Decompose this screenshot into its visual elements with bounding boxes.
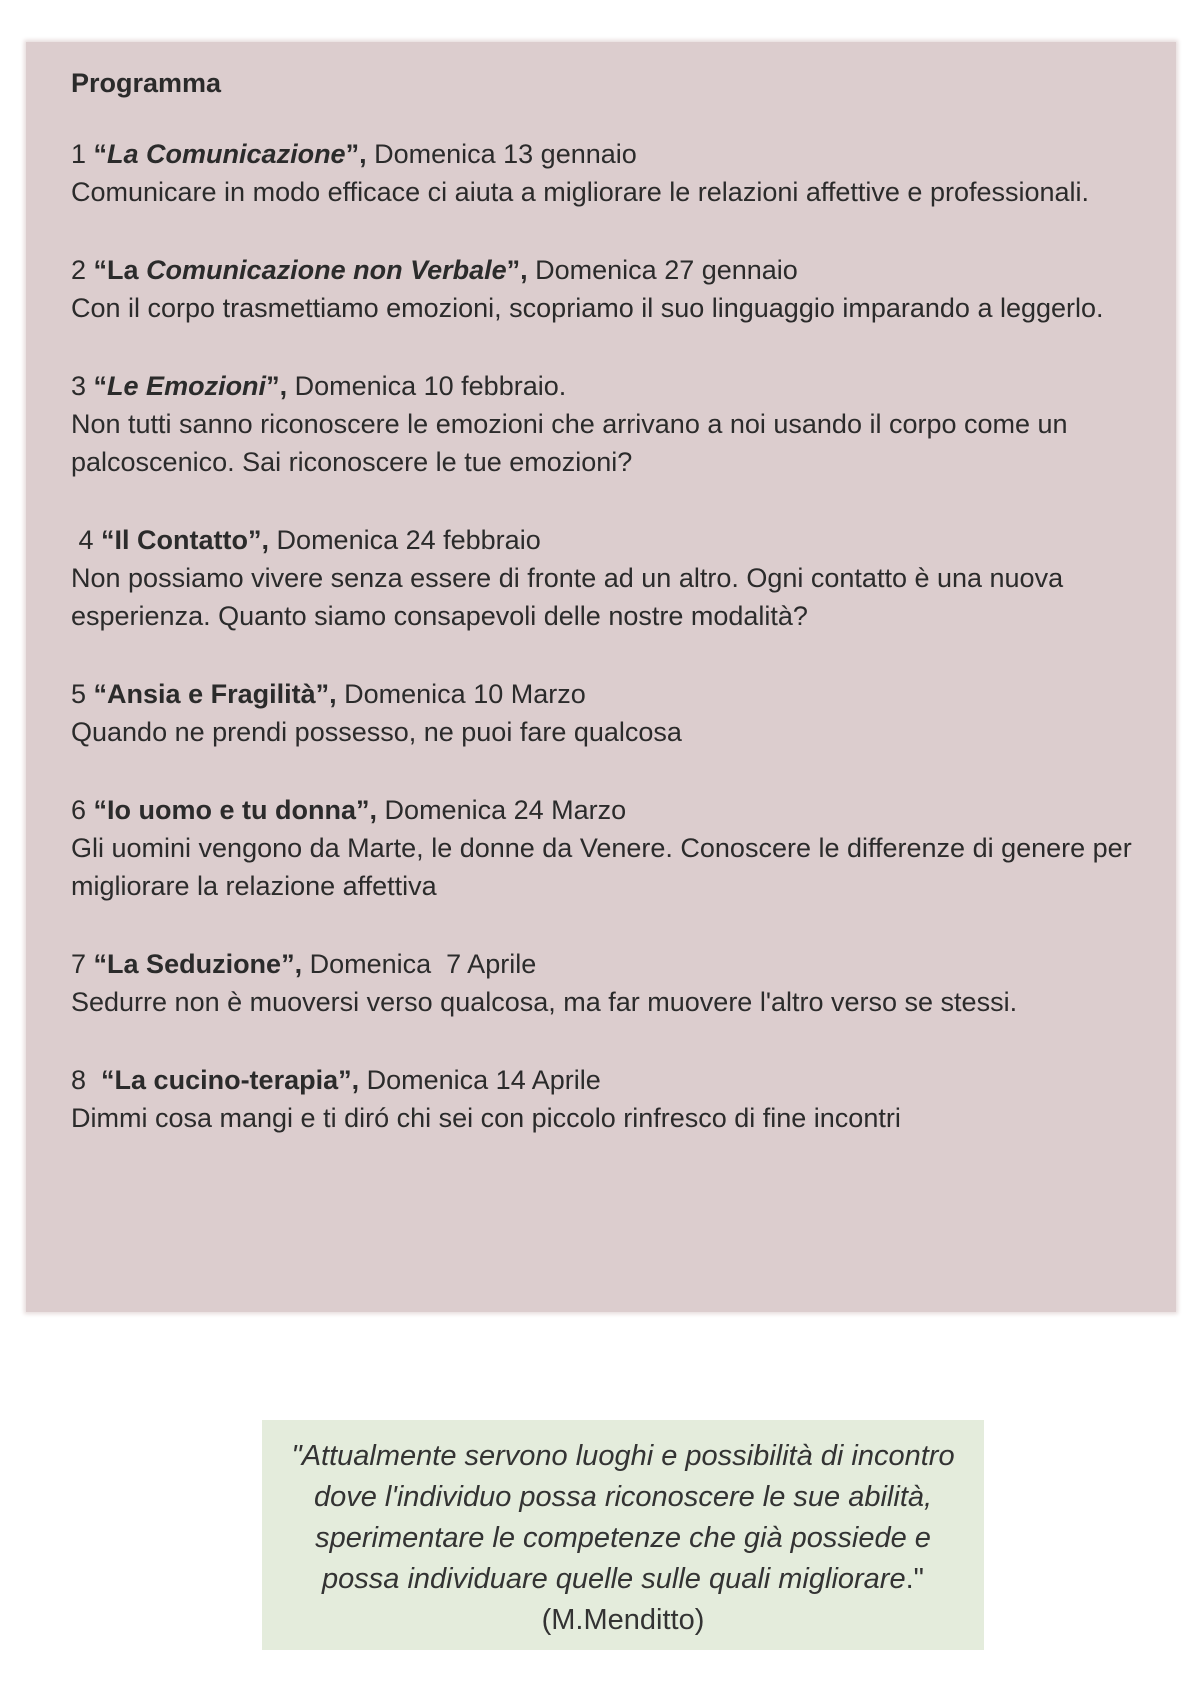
session-description: Sedurre non è muoversi verso qualcosa, ma far muovere l'altro verso se stessi. xyxy=(71,987,1018,1017)
program-heading: Programma xyxy=(71,68,222,98)
session-item xyxy=(71,675,1166,751)
session-item xyxy=(71,945,1166,1021)
session-item xyxy=(71,1061,1166,1137)
session-date: Domenica 24 Marzo xyxy=(377,795,627,825)
session-close-quote: ”, xyxy=(506,255,528,285)
session-title-line xyxy=(71,135,1166,173)
session-date: Domenica 10 febbraio. xyxy=(287,371,567,401)
session-title xyxy=(101,525,269,555)
session-title-plain: La cucino-terapia xyxy=(114,1065,339,1095)
session-title-line xyxy=(71,367,1166,405)
session-close-quote: ”, xyxy=(338,1065,360,1095)
session-open-quote: “ xyxy=(93,139,108,169)
session-close-quote: ”, xyxy=(356,795,378,825)
session-close-quote: ”, xyxy=(345,139,367,169)
session-title xyxy=(94,255,528,285)
session-title xyxy=(94,949,303,979)
session-title-italic: Comunicazione non Verbale xyxy=(146,255,507,285)
session-title-line xyxy=(71,1061,1166,1099)
session-title-line xyxy=(71,945,1166,983)
session-title-plain: La Seduzione xyxy=(107,949,282,979)
session-title xyxy=(94,795,378,825)
session-title-plain: La xyxy=(107,255,147,285)
session-date: Domenica 10 Marzo xyxy=(336,679,586,709)
session-title-line xyxy=(71,251,1166,289)
quote-attribution: ." (M.Menditto) xyxy=(541,1563,924,1636)
program-panel xyxy=(26,42,1176,1312)
session-title-plain: Ansia e Fragilità xyxy=(107,679,316,709)
session-open-quote: “ xyxy=(93,949,108,979)
session-title xyxy=(101,1065,359,1095)
session-open-quote: “ xyxy=(101,525,115,555)
session-item xyxy=(71,791,1166,905)
session-title xyxy=(94,371,288,401)
session-close-quote: ”, xyxy=(281,949,303,979)
session-open-quote: “ xyxy=(93,795,108,825)
session-date: Domenica 13 gennaio xyxy=(366,139,637,169)
session-description: Non tutti sanno riconoscere le emozioni che arrivano a noi usando il corpo come un palcoscenico. Sai riconoscere le tue emozioni? xyxy=(71,409,1068,477)
session-description: Non possiamo vivere senza essere di fronte ad un altro. Ogni contatto è una nuova esperienza. Quanto siamo consapevoli delle nostre modalità? xyxy=(71,563,1064,631)
session-number: 2 xyxy=(71,255,87,285)
session-close-quote: ”, xyxy=(248,525,270,555)
session-number: 5 xyxy=(71,679,87,709)
session-item xyxy=(71,521,1166,635)
session-item xyxy=(71,367,1166,481)
session-description: Gli uomini vengono da Marte, le donne da Venere. Conoscere le differenze di genere per migliorare la relazione affettiva xyxy=(71,833,1132,901)
session-number: 6 xyxy=(71,795,87,825)
session-title-plain: Il Contatto xyxy=(114,525,249,555)
session-number: 3 xyxy=(71,371,87,401)
session-number: 7 xyxy=(71,949,87,979)
session-item xyxy=(71,251,1166,327)
session-date: Domenica 27 gennaio xyxy=(527,255,798,285)
session-close-quote: ”, xyxy=(315,679,337,709)
session-date: Domenica 7 Aprile xyxy=(302,949,537,979)
session-title xyxy=(94,139,367,169)
session-open-quote: “ xyxy=(93,371,108,401)
session-title-line xyxy=(71,791,1166,829)
session-item xyxy=(71,135,1166,211)
session-title xyxy=(94,679,337,709)
session-description: Dimmi cosa mangi e ti diró chi sei con piccolo rinfresco di fine incontri xyxy=(71,1103,901,1133)
session-description: Quando ne prendi possesso, ne puoi fare qualcosa xyxy=(71,717,682,747)
session-title-line xyxy=(71,521,1166,559)
session-description: Con il corpo trasmettiamo emozioni, scopriamo il suo linguaggio imparando a leggerlo. xyxy=(71,293,1104,323)
session-open-quote: “ xyxy=(101,1065,115,1095)
quote-text: "Attualmente servono luoghi e possibilità di incontro dove l'individuo possa riconoscere le sue abilità, sperimentare le competenze che già possiede e possa individuare quelle sulle quali migliorare xyxy=(291,1440,955,1595)
session-title-italic: La Comunicazione xyxy=(107,139,346,169)
session-title-plain: Io uomo e tu donna xyxy=(107,795,357,825)
session-date: Domenica 24 febbraio xyxy=(269,525,541,555)
session-number: 1 xyxy=(71,139,87,169)
session-number: 4 xyxy=(71,525,94,555)
session-date: Domenica 14 Aprile xyxy=(359,1065,601,1095)
session-number: 8 xyxy=(71,1065,94,1095)
session-open-quote: “ xyxy=(93,255,108,285)
session-title-italic: Le Emozioni xyxy=(107,371,267,401)
session-description: Comunicare in modo efficace ci aiuta a migliorare le relazioni affettive e professionali. xyxy=(71,177,1090,207)
quote-panel xyxy=(262,1420,984,1650)
session-title-line xyxy=(71,675,1166,713)
session-close-quote: ”, xyxy=(266,371,288,401)
session-open-quote: “ xyxy=(93,679,108,709)
